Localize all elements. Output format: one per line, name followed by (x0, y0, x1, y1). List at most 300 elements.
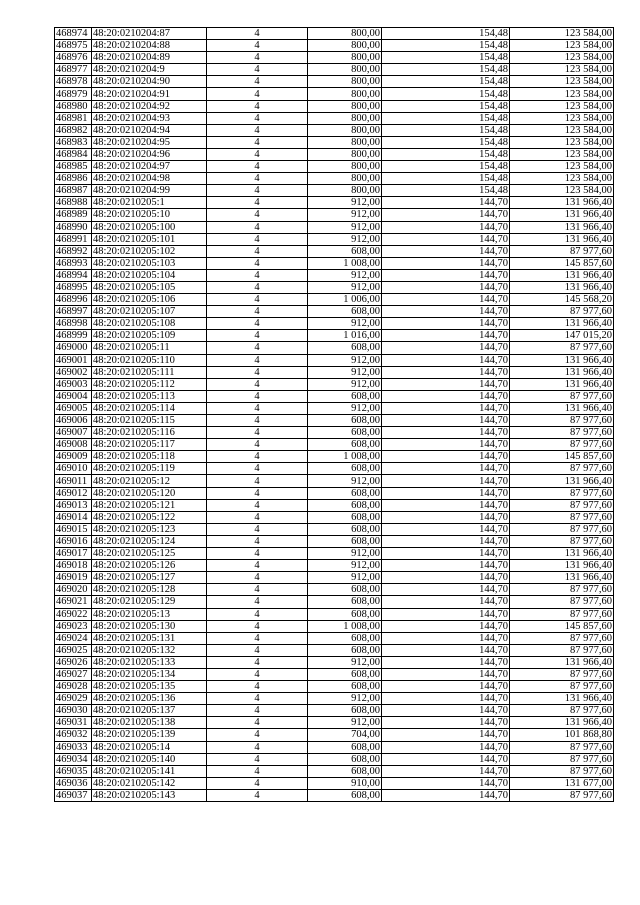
area-value-cell: 912,00 (308, 209, 382, 221)
area-value-cell: 912,00 (308, 693, 382, 705)
cadastral-value-cell: 123 584,00 (510, 161, 614, 173)
area-value-cell: 608,00 (308, 668, 382, 680)
category-code-cell: 4 (207, 596, 308, 608)
category-code-cell: 4 (207, 76, 308, 88)
row-number-cell: 469027 (55, 668, 92, 680)
cadastral-value-cell: 87 977,60 (510, 753, 614, 765)
cadastral-value-cell: 131 966,40 (510, 717, 614, 729)
table-row (55, 76, 614, 88)
table-row (55, 548, 614, 560)
table-row (55, 608, 614, 620)
category-code-cell: 4 (207, 28, 308, 40)
rate-value-cell: 144,70 (382, 245, 510, 257)
table-row (55, 427, 614, 439)
cadastral-number-cell: 48:20:0210204:95 (92, 136, 207, 148)
table-row (55, 161, 614, 173)
area-value-cell: 800,00 (308, 88, 382, 100)
category-code-cell: 4 (207, 185, 308, 197)
category-code-cell: 4 (207, 100, 308, 112)
table-row (55, 281, 614, 293)
table-row (55, 330, 614, 342)
cadastral-value-cell: 87 977,60 (510, 463, 614, 475)
cadastral-value-cell: 87 977,60 (510, 523, 614, 535)
area-value-cell: 800,00 (308, 124, 382, 136)
row-number-cell: 468978 (55, 76, 92, 88)
row-number-cell: 469033 (55, 741, 92, 753)
table-row (55, 124, 614, 136)
row-number-cell: 468974 (55, 28, 92, 40)
cadastral-number-cell: 48:20:0210204:99 (92, 185, 207, 197)
cadastral-number-cell: 48:20:0210205:125 (92, 548, 207, 560)
table-row (55, 185, 614, 197)
area-value-cell: 608,00 (308, 705, 382, 717)
cadastral-number-cell: 48:20:0210205:10 (92, 209, 207, 221)
cadastral-number-cell: 48:20:0210205:140 (92, 753, 207, 765)
rate-value-cell: 144,70 (382, 548, 510, 560)
category-code-cell: 4 (207, 463, 308, 475)
cadastral-value-cell: 123 584,00 (510, 112, 614, 124)
area-value-cell: 608,00 (308, 608, 382, 620)
table-row (55, 777, 614, 789)
row-number-cell: 469016 (55, 535, 92, 547)
cadastral-value-cell: 101 868,80 (510, 729, 614, 741)
category-code-cell: 4 (207, 548, 308, 560)
category-code-cell: 4 (207, 535, 308, 547)
area-value-cell: 800,00 (308, 173, 382, 185)
rate-value-cell: 154,48 (382, 112, 510, 124)
table-row (55, 28, 614, 40)
cadastral-number-cell: 48:20:0210205:122 (92, 511, 207, 523)
cadastral-number-cell: 48:20:0210205:132 (92, 644, 207, 656)
row-number-cell: 469010 (55, 463, 92, 475)
table-row (55, 668, 614, 680)
category-code-cell: 4 (207, 245, 308, 257)
category-code-cell: 4 (207, 717, 308, 729)
area-value-cell: 608,00 (308, 487, 382, 499)
cadastral-number-cell: 48:20:0210205:131 (92, 632, 207, 644)
category-code-cell: 4 (207, 451, 308, 463)
row-number-cell: 469015 (55, 523, 92, 535)
category-code-cell: 4 (207, 173, 308, 185)
category-code-cell: 4 (207, 148, 308, 160)
cadastral-value-cell: 145 857,60 (510, 620, 614, 632)
cadastral-value-cell: 87 977,60 (510, 245, 614, 257)
category-code-cell: 4 (207, 354, 308, 366)
row-number-cell: 469006 (55, 415, 92, 427)
cadastral-value-cell: 131 966,40 (510, 281, 614, 293)
rate-value-cell: 144,70 (382, 560, 510, 572)
area-value-cell: 910,00 (308, 777, 382, 789)
area-value-cell: 912,00 (308, 233, 382, 245)
cadastral-value-cell: 87 977,60 (510, 584, 614, 596)
cadastral-number-cell: 48:20:0210205:139 (92, 729, 207, 741)
cadastral-value-cell: 131 966,40 (510, 318, 614, 330)
cadastral-number-cell: 48:20:0210205:128 (92, 584, 207, 596)
cadastral-value-cell: 87 977,60 (510, 608, 614, 620)
category-code-cell: 4 (207, 475, 308, 487)
cadastral-value-cell: 131 966,40 (510, 366, 614, 378)
table-row (55, 693, 614, 705)
area-value-cell: 912,00 (308, 269, 382, 281)
category-code-cell: 4 (207, 584, 308, 596)
category-code-cell: 4 (207, 620, 308, 632)
category-code-cell: 4 (207, 729, 308, 741)
cadastral-number-cell: 48:20:0210205:105 (92, 281, 207, 293)
row-number-cell: 469031 (55, 717, 92, 729)
row-number-cell: 469014 (55, 511, 92, 523)
table-row (55, 269, 614, 281)
row-number-cell: 469020 (55, 584, 92, 596)
area-value-cell: 912,00 (308, 402, 382, 414)
rate-value-cell: 144,70 (382, 741, 510, 753)
table-row (55, 584, 614, 596)
cadastral-value-cell: 87 977,60 (510, 596, 614, 608)
rate-value-cell: 144,70 (382, 439, 510, 451)
area-value-cell: 1 006,00 (308, 294, 382, 306)
table-row (55, 463, 614, 475)
table-row (55, 402, 614, 414)
rate-value-cell: 144,70 (382, 596, 510, 608)
area-value-cell: 1 016,00 (308, 330, 382, 342)
category-code-cell: 4 (207, 681, 308, 693)
table-row (55, 173, 614, 185)
category-code-cell: 4 (207, 777, 308, 789)
row-number-cell: 469025 (55, 644, 92, 656)
category-code-cell: 4 (207, 427, 308, 439)
category-code-cell: 4 (207, 281, 308, 293)
rate-value-cell: 144,70 (382, 390, 510, 402)
rate-value-cell: 144,70 (382, 306, 510, 318)
rate-value-cell: 144,70 (382, 729, 510, 741)
row-number-cell: 469012 (55, 487, 92, 499)
cadastral-value-cell: 87 977,60 (510, 342, 614, 354)
rate-value-cell: 144,70 (382, 257, 510, 269)
cadastral-number-cell: 48:20:0210205:1 (92, 197, 207, 209)
cadastral-number-cell: 48:20:0210205:143 (92, 789, 207, 801)
category-code-cell: 4 (207, 765, 308, 777)
rate-value-cell: 144,70 (382, 572, 510, 584)
cadastral-number-cell: 48:20:0210205:101 (92, 233, 207, 245)
cadastral-number-cell: 48:20:0210205:116 (92, 427, 207, 439)
rate-value-cell: 154,48 (382, 185, 510, 197)
cadastral-value-cell: 87 977,60 (510, 390, 614, 402)
category-code-cell: 4 (207, 390, 308, 402)
cadastral-value-cell: 131 966,40 (510, 221, 614, 233)
rate-value-cell: 154,48 (382, 52, 510, 64)
row-number-cell: 468982 (55, 124, 92, 136)
cadastral-number-cell: 48:20:0210205:141 (92, 765, 207, 777)
cadastral-number-cell: 48:20:0210204:92 (92, 100, 207, 112)
cadastral-number-cell: 48:20:0210205:135 (92, 681, 207, 693)
cadastral-value-cell: 145 857,60 (510, 451, 614, 463)
area-value-cell: 800,00 (308, 40, 382, 52)
rate-value-cell: 154,48 (382, 148, 510, 160)
category-code-cell: 4 (207, 221, 308, 233)
cadastral-value-cell: 131 966,40 (510, 209, 614, 221)
row-number-cell: 468984 (55, 148, 92, 160)
cadastral-number-cell: 48:20:0210205:121 (92, 499, 207, 511)
area-value-cell: 912,00 (308, 378, 382, 390)
area-value-cell: 912,00 (308, 717, 382, 729)
cadastral-value-cell: 87 977,60 (510, 644, 614, 656)
rate-value-cell: 144,70 (382, 463, 510, 475)
cadastral-number-cell: 48:20:0210205:129 (92, 596, 207, 608)
cadastral-number-cell: 48:20:0210205:119 (92, 463, 207, 475)
area-value-cell: 800,00 (308, 136, 382, 148)
table-row (55, 294, 614, 306)
row-number-cell: 468975 (55, 40, 92, 52)
area-value-cell: 912,00 (308, 318, 382, 330)
rate-value-cell: 154,48 (382, 173, 510, 185)
cadastral-value-cell: 87 977,60 (510, 439, 614, 451)
area-value-cell: 608,00 (308, 342, 382, 354)
row-number-cell: 469018 (55, 560, 92, 572)
area-value-cell: 800,00 (308, 161, 382, 173)
cadastral-value-cell: 145 568,20 (510, 294, 614, 306)
rate-value-cell: 144,70 (382, 197, 510, 209)
area-value-cell: 608,00 (308, 644, 382, 656)
category-code-cell: 4 (207, 318, 308, 330)
cadastral-value-cell: 131 966,40 (510, 572, 614, 584)
rate-value-cell: 144,70 (382, 668, 510, 680)
row-number-cell: 468988 (55, 197, 92, 209)
area-value-cell: 608,00 (308, 245, 382, 257)
table-row (55, 378, 614, 390)
table-row (55, 572, 614, 584)
cadastral-value-cell: 131 677,00 (510, 777, 614, 789)
row-number-cell: 468980 (55, 100, 92, 112)
rate-value-cell: 144,70 (382, 765, 510, 777)
table-row (55, 342, 614, 354)
cadastral-value-cell: 87 977,60 (510, 535, 614, 547)
row-number-cell: 469032 (55, 729, 92, 741)
table-row (55, 40, 614, 52)
cadastral-value-cell: 123 584,00 (510, 28, 614, 40)
rate-value-cell: 144,70 (382, 753, 510, 765)
cadastral-number-cell: 48:20:0210205:123 (92, 523, 207, 535)
rate-value-cell: 154,48 (382, 88, 510, 100)
category-code-cell: 4 (207, 88, 308, 100)
cadastral-value-cell: 123 584,00 (510, 76, 614, 88)
area-value-cell: 800,00 (308, 64, 382, 76)
cadastral-number-cell: 48:20:0210205:115 (92, 415, 207, 427)
cadastral-value-cell: 131 966,40 (510, 402, 614, 414)
row-number-cell: 469029 (55, 693, 92, 705)
row-number-cell: 468999 (55, 330, 92, 342)
category-code-cell: 4 (207, 294, 308, 306)
area-value-cell: 912,00 (308, 197, 382, 209)
cadastral-value-cell: 87 977,60 (510, 306, 614, 318)
rate-value-cell: 144,70 (382, 511, 510, 523)
area-value-cell: 800,00 (308, 52, 382, 64)
table-body (55, 28, 614, 802)
area-value-cell: 608,00 (308, 427, 382, 439)
area-value-cell: 912,00 (308, 548, 382, 560)
cadastral-number-cell: 48:20:0210204:98 (92, 173, 207, 185)
table-row (55, 415, 614, 427)
category-code-cell: 4 (207, 209, 308, 221)
category-code-cell: 4 (207, 499, 308, 511)
cadastral-number-cell: 48:20:0210204:91 (92, 88, 207, 100)
table-row (55, 318, 614, 330)
table-row (55, 729, 614, 741)
cadastral-number-cell: 48:20:0210205:133 (92, 656, 207, 668)
table-row (55, 390, 614, 402)
rate-value-cell: 144,70 (382, 681, 510, 693)
cadastral-number-cell: 48:20:0210205:126 (92, 560, 207, 572)
cadastral-number-cell: 48:20:0210204:97 (92, 161, 207, 173)
cadastral-value-cell: 131 966,40 (510, 269, 614, 281)
row-number-cell: 469021 (55, 596, 92, 608)
cadastral-number-cell: 48:20:0210205:118 (92, 451, 207, 463)
category-code-cell: 4 (207, 523, 308, 535)
category-code-cell: 4 (207, 668, 308, 680)
table-row (55, 535, 614, 547)
rate-value-cell: 144,70 (382, 281, 510, 293)
category-code-cell: 4 (207, 656, 308, 668)
row-number-cell: 469024 (55, 632, 92, 644)
cadastral-number-cell: 48:20:0210204:87 (92, 28, 207, 40)
cadastral-number-cell: 48:20:0210205:104 (92, 269, 207, 281)
row-number-cell: 469017 (55, 548, 92, 560)
area-value-cell: 608,00 (308, 584, 382, 596)
cadastral-number-cell: 48:20:0210205:108 (92, 318, 207, 330)
area-value-cell: 608,00 (308, 632, 382, 644)
table-row (55, 136, 614, 148)
cadastral-number-cell: 48:20:0210205:112 (92, 378, 207, 390)
category-code-cell: 4 (207, 644, 308, 656)
area-value-cell: 1 008,00 (308, 257, 382, 269)
cadastral-value-cell: 131 966,40 (510, 560, 614, 572)
area-value-cell: 608,00 (308, 415, 382, 427)
table-row (55, 632, 614, 644)
row-number-cell: 468983 (55, 136, 92, 148)
category-code-cell: 4 (207, 330, 308, 342)
area-value-cell: 608,00 (308, 499, 382, 511)
table-row (55, 221, 614, 233)
row-number-cell: 469000 (55, 342, 92, 354)
cadastral-number-cell: 48:20:0210205:114 (92, 402, 207, 414)
category-code-cell: 4 (207, 342, 308, 354)
category-code-cell: 4 (207, 306, 308, 318)
cadastral-number-cell: 48:20:0210205:12 (92, 475, 207, 487)
table-row (55, 64, 614, 76)
cadastral-value-cell: 123 584,00 (510, 88, 614, 100)
table-row (55, 88, 614, 100)
area-value-cell: 912,00 (308, 354, 382, 366)
rate-value-cell: 144,70 (382, 632, 510, 644)
cadastral-number-cell: 48:20:0210205:107 (92, 306, 207, 318)
rate-value-cell: 144,70 (382, 451, 510, 463)
rate-value-cell: 154,48 (382, 124, 510, 136)
table-row (55, 100, 614, 112)
row-number-cell: 469022 (55, 608, 92, 620)
row-number-cell: 468989 (55, 209, 92, 221)
category-code-cell: 4 (207, 197, 308, 209)
category-code-cell: 4 (207, 741, 308, 753)
table-row (55, 705, 614, 717)
rate-value-cell: 144,70 (382, 644, 510, 656)
category-code-cell: 4 (207, 487, 308, 499)
area-value-cell: 912,00 (308, 475, 382, 487)
row-number-cell: 469011 (55, 475, 92, 487)
category-code-cell: 4 (207, 40, 308, 52)
row-number-cell: 469019 (55, 572, 92, 584)
cadastral-value-cell: 123 584,00 (510, 100, 614, 112)
rate-value-cell: 144,70 (382, 499, 510, 511)
cadastral-value-cell: 131 966,40 (510, 475, 614, 487)
area-value-cell: 800,00 (308, 76, 382, 88)
cadastral-value-cell: 123 584,00 (510, 52, 614, 64)
cadastral-value-cell: 131 966,40 (510, 693, 614, 705)
area-value-cell: 912,00 (308, 656, 382, 668)
cadastral-value-cell: 123 584,00 (510, 185, 614, 197)
cadastral-value-cell: 87 977,60 (510, 487, 614, 499)
rate-value-cell: 144,70 (382, 415, 510, 427)
rate-value-cell: 144,70 (382, 620, 510, 632)
table-row (55, 487, 614, 499)
cadastral-number-cell: 48:20:0210205:106 (92, 294, 207, 306)
row-number-cell: 468979 (55, 88, 92, 100)
row-number-cell: 468994 (55, 269, 92, 281)
rate-value-cell: 144,70 (382, 535, 510, 547)
area-value-cell: 800,00 (308, 148, 382, 160)
rate-value-cell: 144,70 (382, 717, 510, 729)
cadastral-number-cell: 48:20:0210204:94 (92, 124, 207, 136)
table-row (55, 148, 614, 160)
rate-value-cell: 144,70 (382, 777, 510, 789)
row-number-cell: 469036 (55, 777, 92, 789)
cadastral-value-cell: 131 966,40 (510, 233, 614, 245)
cadastral-value-cell: 123 584,00 (510, 124, 614, 136)
cadastral-number-cell: 48:20:0210205:136 (92, 693, 207, 705)
cadastral-value-cell: 87 977,60 (510, 668, 614, 680)
rate-value-cell: 144,70 (382, 269, 510, 281)
cadastral-number-cell: 48:20:0210204:96 (92, 148, 207, 160)
table-row (55, 366, 614, 378)
cadastral-number-cell: 48:20:0210205:13 (92, 608, 207, 620)
area-value-cell: 608,00 (308, 789, 382, 801)
cadastral-number-cell: 48:20:0210205:11 (92, 342, 207, 354)
table-row (55, 717, 614, 729)
area-value-cell: 1 008,00 (308, 451, 382, 463)
row-number-cell: 469003 (55, 378, 92, 390)
table-row (55, 257, 614, 269)
cadastral-value-cell: 87 977,60 (510, 499, 614, 511)
row-number-cell: 468997 (55, 306, 92, 318)
cadastral-number-cell: 48:20:0210205:102 (92, 245, 207, 257)
cadastral-value-table (54, 27, 614, 802)
rate-value-cell: 144,70 (382, 705, 510, 717)
row-number-cell: 468981 (55, 112, 92, 124)
area-value-cell: 912,00 (308, 221, 382, 233)
area-value-cell: 800,00 (308, 100, 382, 112)
category-code-cell: 4 (207, 608, 308, 620)
row-number-cell: 469023 (55, 620, 92, 632)
row-number-cell: 468992 (55, 245, 92, 257)
rate-value-cell: 154,48 (382, 100, 510, 112)
row-number-cell: 468990 (55, 221, 92, 233)
cadastral-value-cell: 131 966,40 (510, 656, 614, 668)
row-number-cell: 468991 (55, 233, 92, 245)
rate-value-cell: 144,70 (382, 475, 510, 487)
rate-value-cell: 144,70 (382, 523, 510, 535)
table-row (55, 620, 614, 632)
row-number-cell: 469007 (55, 427, 92, 439)
cadastral-value-cell: 87 977,60 (510, 632, 614, 644)
row-number-cell: 469037 (55, 789, 92, 801)
row-number-cell: 469034 (55, 753, 92, 765)
